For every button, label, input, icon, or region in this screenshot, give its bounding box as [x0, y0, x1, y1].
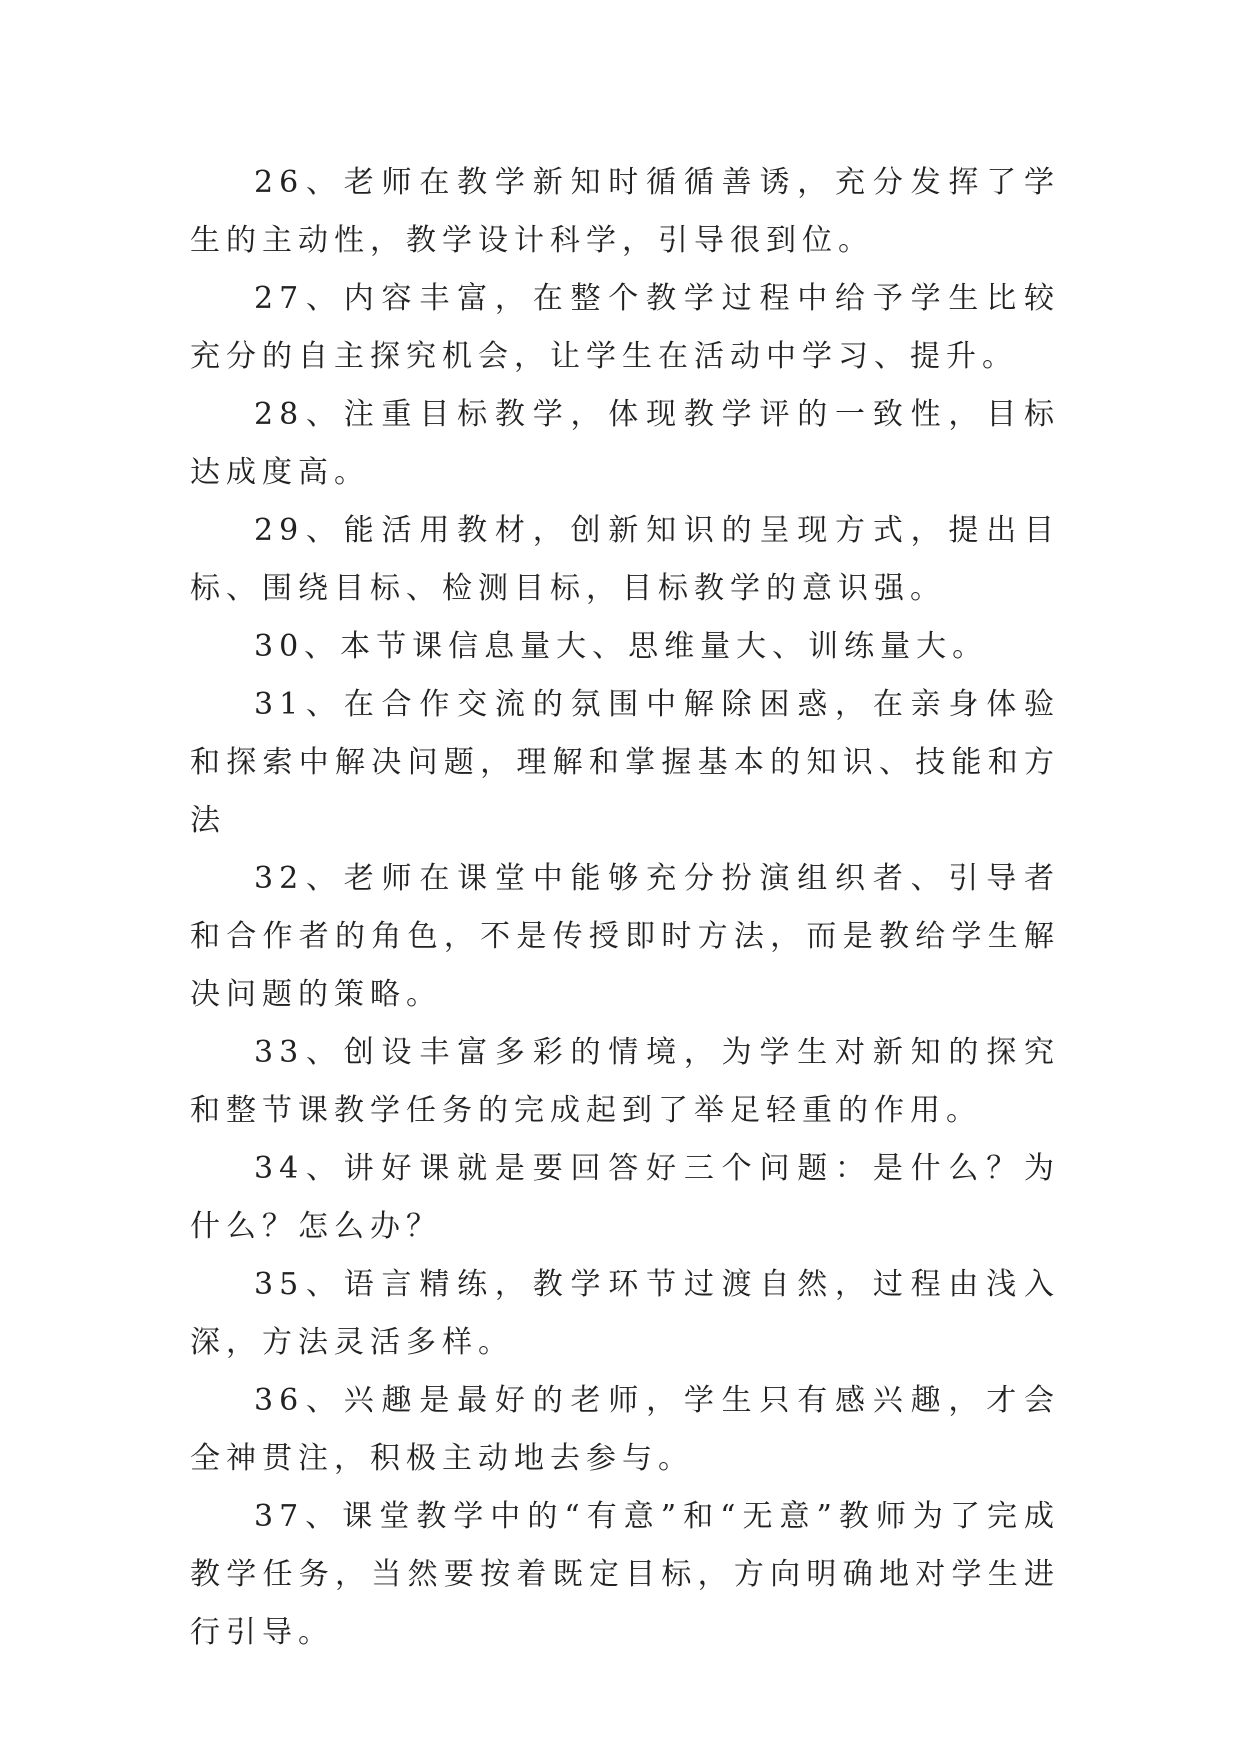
- paragraph-29: 29、能活用教材，创新知识的呈现方式，提出目标、围绕目标、检测目标，目标教学的意识强。: [190, 513, 1060, 606]
- paragraph-28: 28、注重目标教学，体现教学评的一致性，目标达成度高。: [190, 397, 1060, 490]
- paragraph-26: 26、老师在教学新知时循循善诱，充分发挥了学生的主动性，教学设计科学，引导很到位。: [190, 165, 1060, 258]
- paragraph-32: 32、老师在课堂中能够充分扮演组织者、引导者和合作者的角色，不是传授即时方法，而是教给学生解决问题的策略。: [190, 861, 1060, 1012]
- paragraph-36: 36、兴趣是最好的老师，学生只有感兴趣，才会全神贯注，积极主动地去参与。: [190, 1383, 1060, 1476]
- document-body: [190, 154, 1060, 1662]
- paragraph-35: 35、语言精练，教学环节过渡自然，过程由浅入深，方法灵活多样。: [190, 1267, 1060, 1360]
- paragraph-27: 27、内容丰富，在整个教学过程中给予学生比较充分的自主探究机会，让学生在活动中学习、提升。: [190, 281, 1060, 374]
- paragraph-30: 30、本节课信息量大、思维量大、训练量大。: [254, 629, 989, 664]
- paragraph-33: 33、创设丰富多彩的情境，为学生对新知的探究和整节课教学任务的完成起到了举足轻重的作用。: [190, 1035, 1060, 1128]
- paragraph-31: 31、在合作交流的氛围中解除困惑，在亲身体验和探索中解决问题，理解和掌握基本的知识、技能和方法: [190, 687, 1060, 838]
- paragraph-34: 34、讲好课就是要回答好三个问题：是什么？为什么？怎么办？: [190, 1151, 1060, 1244]
- paragraph-37: 37、课堂教学中的“有意”和“无意”教师为了完成教学任务，当然要按着既定目标，方向明确地对学生进行引导。: [190, 1499, 1060, 1650]
